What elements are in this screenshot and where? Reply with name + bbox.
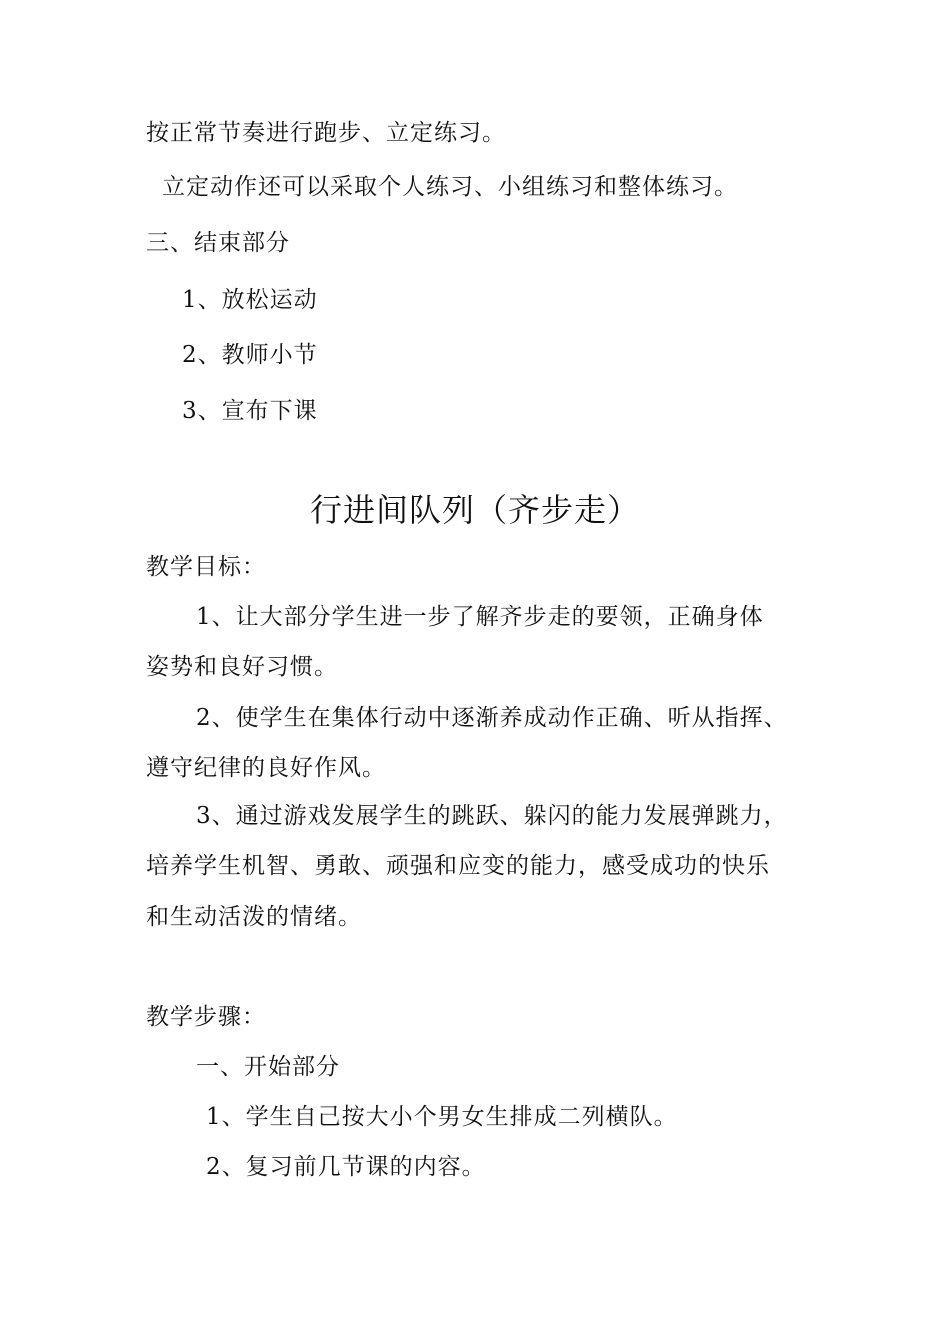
text-line: 2、使学生在集体行动中逐渐养成动作正确、听从指挥、	[196, 705, 788, 731]
section-heading: 三、结束部分	[146, 230, 290, 256]
section-heading: 教学目标：	[146, 554, 266, 580]
list-item: 1、放松运动	[182, 287, 318, 313]
list-item: 3、宣布下课	[182, 398, 318, 424]
text-line: 按正常节奏进行跑步、立定练习。	[146, 120, 506, 146]
list-item: 1、学生自己按大小个男女生排成二列横队。	[206, 1104, 678, 1130]
page-title: 行进间队列（齐步走）	[309, 491, 640, 529]
section-heading: 一、开始部分	[196, 1054, 340, 1080]
text-line: 和生动活泼的情绪。	[146, 904, 362, 930]
text-line: 3、通过游戏发展学生的跳跃、躲闪的能力发展弹跳力，	[196, 803, 788, 829]
section-heading: 教学步骤：	[146, 1004, 266, 1030]
list-item: 2、复习前几节课的内容。	[206, 1154, 486, 1180]
text-line: 遵守纪律的良好作风。	[146, 755, 386, 781]
list-item: 2、教师小节	[182, 342, 318, 368]
text-line: 培养学生机智、勇敢、顽强和应变的能力，感受成功的快乐	[146, 853, 770, 879]
text-line: 1、让大部分学生进一步了解齐步走的要领，正确身体	[196, 604, 764, 630]
text-line: 立定动作还可以采取个人练习、小组练习和整体练习。	[162, 174, 738, 200]
text-line: 姿势和良好习惯。	[146, 654, 338, 680]
